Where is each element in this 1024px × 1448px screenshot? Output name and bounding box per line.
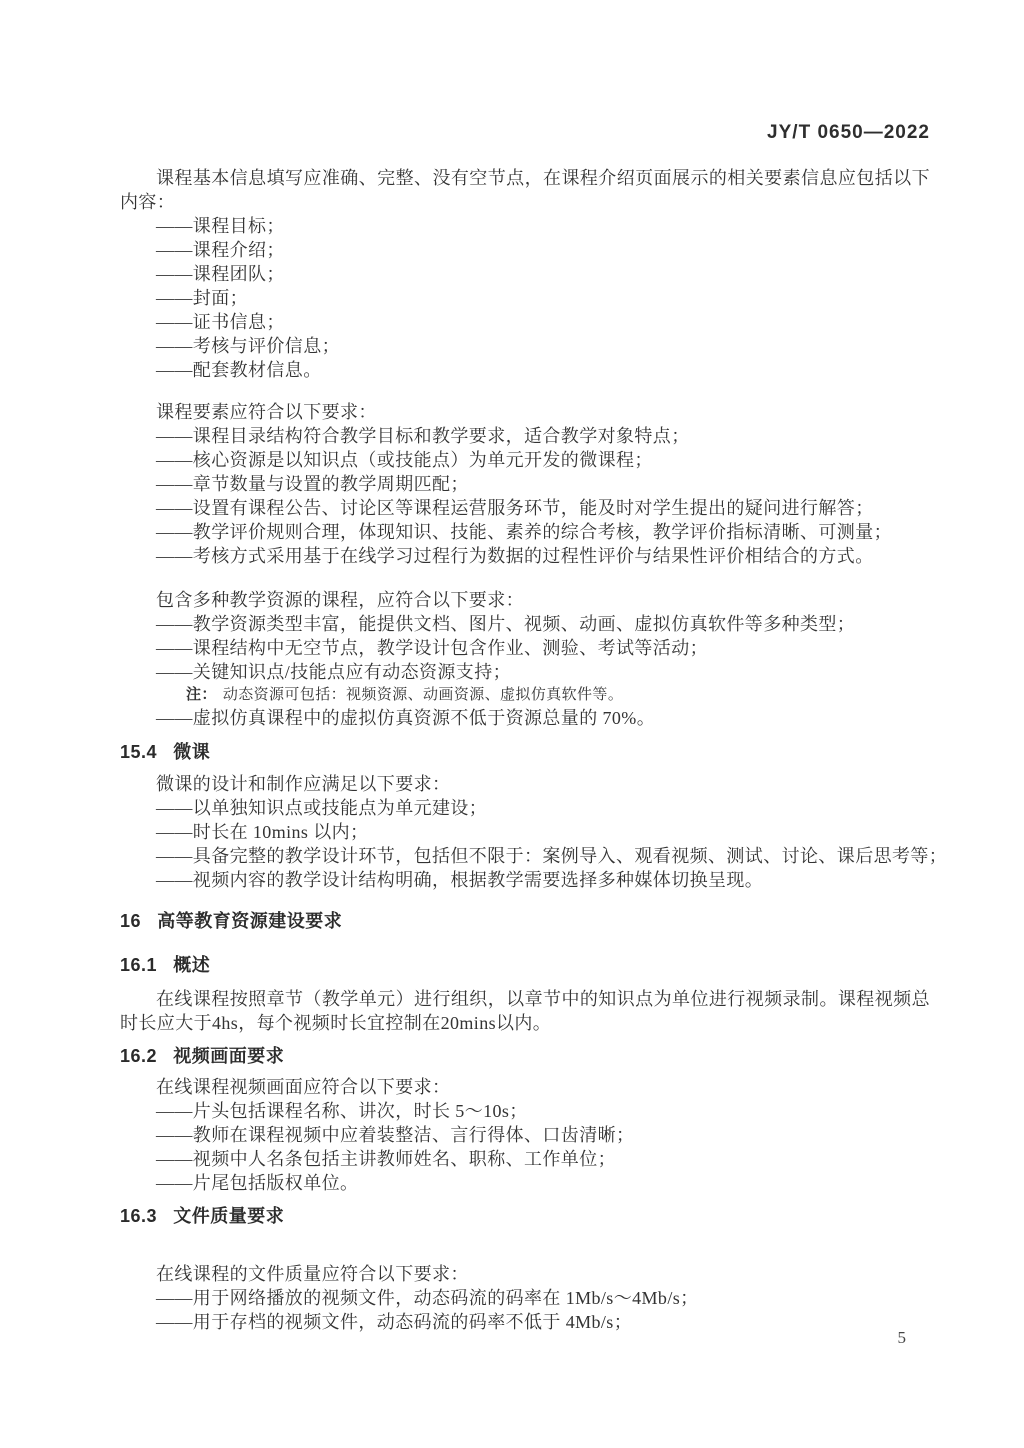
video-paragraph: 在线课程视频画面应符合以下要求： [156, 1077, 451, 1097]
section-heading-16 [120, 908, 930, 934]
section-number: 16.1 [120, 955, 158, 975]
document-body [120, 166, 948, 1334]
note-line [120, 684, 930, 706]
section-heading-16-3 [120, 1203, 930, 1229]
list-item: ——用于网络播放的视频文件，动态码流的码率在 1Mb/s～4Mb/s； [156, 1288, 699, 1308]
note-text: 动态资源可包括：视频资源、动画资源、虚拟仿真软件等。 [222, 687, 624, 703]
micro-course-list [120, 796, 948, 892]
section-title: 文件质量要求 [173, 1206, 285, 1226]
course-info-list [120, 214, 930, 382]
course-elements-list [120, 424, 930, 568]
list-item: ——课程介绍； [156, 240, 285, 260]
list-item: ——课程团队； [156, 264, 285, 284]
list-item: ——课程结构中无空节点，教学设计包含作业、测验、考试等活动； [156, 638, 708, 658]
list-item: ——用于存档的视频文件，动态码流的码率不低于 4Mb/s； [156, 1312, 633, 1332]
list-item: ——片头包括课程名称、讲次，时长 5～10s； [156, 1101, 528, 1121]
document-code: JY/T 0650—2022 [767, 122, 930, 143]
list-item: ——视频中人名条包括主讲教师姓名、职称、工作单位； [156, 1149, 616, 1169]
file-quality-list [120, 1286, 930, 1334]
list-item: ——视频内容的教学设计结构明确，根据教学需要选择多种媒体切换呈现。 [156, 870, 764, 890]
list-item: ——章节数量与设置的教学周期匹配； [156, 474, 469, 494]
note-label: 注： [186, 686, 217, 703]
list-item: ——课程目标； [156, 216, 285, 236]
list-item: ——时长在 10mins 以内； [156, 822, 369, 842]
list-item: ——核心资源是以知识点（或技能点）为单元开发的微课程； [156, 450, 653, 470]
list-item: ——以单独知识点或技能点为单元建设； [156, 798, 488, 818]
micro-course-paragraph: 微课的设计和制作应满足以下要求： [156, 774, 451, 794]
list-item: ——片尾包括版权单位。 [156, 1173, 359, 1193]
section-heading-15-4 [120, 739, 930, 765]
video-requirements-list [120, 1099, 930, 1195]
intro-paragraph: 课程基本信息填写应准确、完整、没有空节点，在课程介绍页面展示的相关要素信息应包括以下内容： [120, 168, 930, 212]
multi-resource-list [120, 612, 930, 730]
list-item: ——证书信息； [156, 312, 285, 332]
multi-resource-paragraph: 包含多种教学资源的课程，应符合以下要求： [156, 590, 524, 610]
list-item: ——教师在课程视频中应着装整洁、言行得体、口齿清晰； [156, 1125, 635, 1145]
overview-paragraph: 在线课程按照章节（教学单元）进行组织，以章节中的知识点为单位进行视频录制。课程视频总时长应大于4hs，每个视频时长宜控制在20mins以内。 [120, 989, 930, 1033]
section-heading-16-2 [120, 1043, 930, 1069]
list-item: ——具备完整的教学设计环节，包括但不限于：案例导入、观看视频、测试、讨论、课后思考等； [156, 846, 948, 866]
list-item: ——教学资源类型丰富，能提供文档、图片、视频、动画、虚拟仿真软件等多种类型； [156, 614, 856, 634]
section-number: 16 [120, 911, 142, 931]
list-item: ——教学评价规则合理，体现知识、技能、素养的综合考核，教学评价指标清晰、可测量； [156, 522, 892, 542]
file-quality-paragraph: 在线课程的文件质量应符合以下要求： [156, 1264, 469, 1284]
section-title: 高等教育资源建设要求 [157, 911, 343, 931]
section-title: 视频画面要求 [173, 1046, 285, 1066]
section-heading-16-1 [120, 952, 930, 978]
page-number: 5 [897, 1328, 906, 1347]
list-item: ——封面； [156, 288, 248, 308]
list-item: ——考核方式采用基于在线学习过程行为数据的过程性评价与结果性评价相结合的方式。 [156, 546, 874, 566]
list-item: ——课程目录结构符合教学目标和教学要求，适合教学对象特点； [156, 426, 690, 446]
list-item: ——考核与评价信息； [156, 336, 340, 356]
section-title: 微课 [173, 742, 211, 762]
list-item: ——设置有课程公告、讨论区等课程运营服务环节，能及时对学生提出的疑问进行解答； [156, 498, 874, 518]
section-number: 15.4 [120, 742, 158, 762]
section-title: 概述 [173, 955, 211, 975]
list-item: ——配套教材信息。 [156, 360, 322, 380]
list-item: ——虚拟仿真课程中的虚拟仿真资源不低于资源总量的 70%。 [156, 708, 656, 728]
section-number: 16.2 [120, 1046, 158, 1066]
elements-paragraph: 课程要素应符合以下要求： [156, 402, 377, 422]
list-item: ——关键知识点/技能点应有动态资源支持； [156, 662, 511, 682]
section-number: 16.3 [120, 1206, 158, 1226]
